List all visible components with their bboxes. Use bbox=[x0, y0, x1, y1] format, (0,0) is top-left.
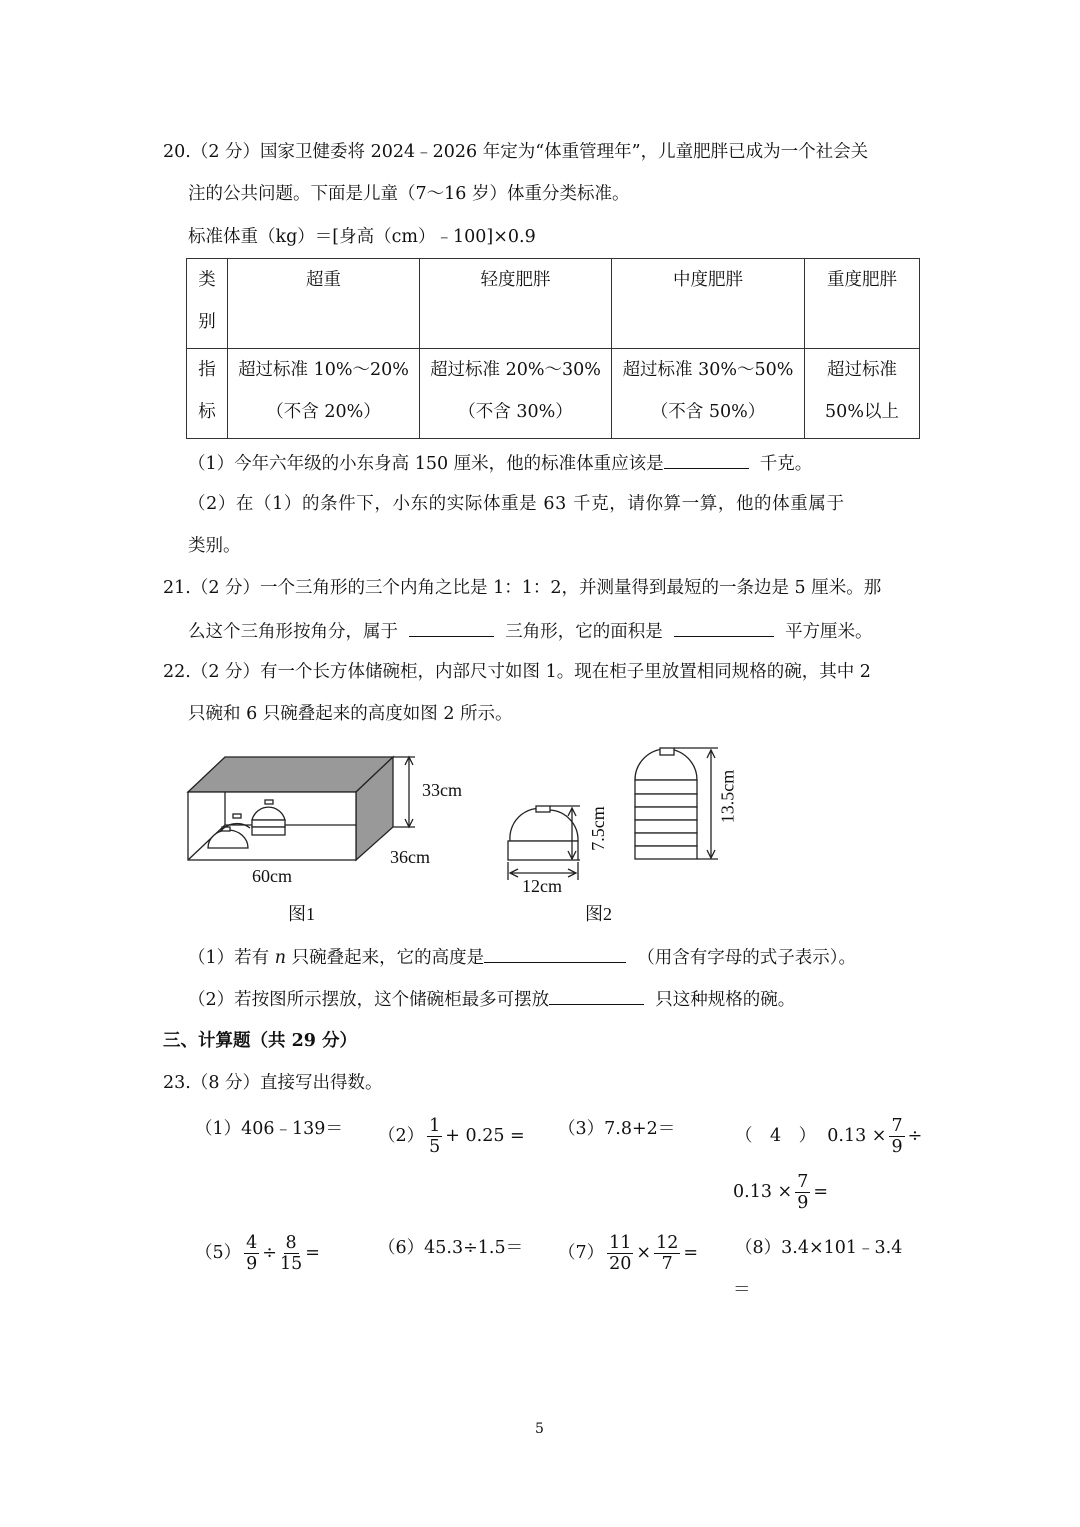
text: 0.13 × bbox=[733, 1182, 793, 1202]
text: （7） bbox=[558, 1243, 605, 1263]
q21-line2 bbox=[188, 618, 873, 644]
fig1-caption: 图1 bbox=[288, 904, 315, 924]
fraction bbox=[427, 1116, 442, 1157]
numerator: 7 bbox=[797, 1172, 809, 1192]
cabinet-figure bbox=[180, 740, 740, 930]
calc-8: （8）3.4×101﹣3.4 bbox=[735, 1238, 903, 1258]
text: 么这个三角形按角分，属于 bbox=[188, 622, 398, 642]
text: ÷ bbox=[907, 1126, 923, 1146]
fig2-caption: 图2 bbox=[585, 904, 612, 924]
answer-blank[interactable] bbox=[409, 618, 494, 637]
cell: 50%以上 bbox=[825, 402, 899, 422]
q20-line1: 20.（2 分）国家卫健委将 2024﹣2026 年定为“体重管理年”，儿童肥胖已成为一个社会关 bbox=[163, 142, 869, 162]
answer-blank[interactable] bbox=[674, 618, 774, 637]
six-bowl-height-label: 13.5cm bbox=[717, 769, 738, 824]
cell: 重度肥胖 bbox=[805, 259, 920, 349]
weight-table bbox=[186, 258, 920, 439]
q23-title: 23.（8 分）直接写出得数。 bbox=[163, 1073, 383, 1093]
numerator: 4 bbox=[246, 1233, 258, 1253]
calc-7 bbox=[558, 1233, 698, 1274]
cell: 类 bbox=[198, 270, 216, 290]
text: 0.13 × bbox=[827, 1126, 887, 1146]
text: （1）今年六年级的小东身高 150 厘米，他的标准体重应该是 bbox=[188, 454, 664, 474]
denominator: 15 bbox=[279, 1254, 303, 1274]
q20-line2: 注的公共问题。下面是儿童（7～16 岁）体重分类标准。 bbox=[188, 184, 630, 204]
cell: 别 bbox=[198, 312, 216, 332]
length-label: 60cm bbox=[252, 866, 292, 886]
q22-sub1 bbox=[188, 944, 856, 970]
two-bowl-height-label: 7.5cm bbox=[587, 806, 608, 851]
numerator: 11 bbox=[609, 1233, 632, 1253]
q20-sub1 bbox=[188, 450, 812, 476]
text: + 0.25 = bbox=[445, 1126, 525, 1146]
q22-sub2 bbox=[188, 986, 795, 1012]
calc-1: （1）406﹣139＝ bbox=[195, 1119, 343, 1139]
q20-formula: 标准体重（kg）＝[身高（cm）﹣100]×0.9 bbox=[188, 227, 536, 247]
calc-2 bbox=[378, 1116, 525, 1157]
cell: （不含 30%） bbox=[458, 402, 573, 422]
text: 只碗叠起来，它的高度是 bbox=[291, 948, 485, 968]
cell: 超过标准 20%～30% bbox=[430, 360, 601, 380]
numerator: 12 bbox=[656, 1233, 679, 1253]
cell: 超过标准 bbox=[827, 360, 897, 380]
fraction bbox=[280, 1233, 302, 1274]
text: ÷ bbox=[262, 1243, 277, 1263]
denominator: 9 bbox=[797, 1193, 809, 1213]
calc-4-cont bbox=[733, 1172, 828, 1213]
q22-line2: 只碗和 6 只碗叠起来的高度如图 2 所示。 bbox=[188, 704, 513, 724]
calc-8-cont: ＝ bbox=[733, 1280, 751, 1300]
cell: 指 bbox=[198, 360, 216, 380]
numerator: 7 bbox=[891, 1116, 903, 1136]
denominator: 9 bbox=[891, 1137, 903, 1157]
numerator: 1 bbox=[429, 1116, 441, 1136]
q22-line1: 22.（2 分）有一个长方体储碗柜，内部尺寸如图 1。现在柜子里放置相同规格的碗，其中 2 bbox=[163, 662, 871, 682]
answer-blank[interactable] bbox=[664, 450, 749, 469]
fraction bbox=[244, 1233, 259, 1274]
calc-5 bbox=[195, 1233, 320, 1274]
fraction bbox=[654, 1233, 680, 1274]
denominator: 7 bbox=[661, 1254, 673, 1274]
section-heading: 三、计算题（共 29 分） bbox=[163, 1031, 358, 1051]
q20-sub2: （2）在（1）的条件下，小东的实际体重是 63 千克，请你算一算，他的体重属于 bbox=[188, 494, 845, 514]
text: 千克。 bbox=[759, 454, 813, 474]
text: （ 4 ） bbox=[735, 1126, 817, 1146]
q20-sub2b: 类别。 bbox=[188, 536, 241, 556]
depth-label: 36cm bbox=[390, 847, 430, 867]
q21-line1: 21.（2 分）一个三角形的三个内角之比是 1：1：2，并测量得到最短的一条边是 5 厘米。那 bbox=[163, 578, 882, 598]
fraction bbox=[889, 1116, 904, 1157]
answer-blank[interactable] bbox=[549, 986, 644, 1005]
denominator: 20 bbox=[609, 1254, 632, 1274]
text: （5） bbox=[195, 1243, 242, 1263]
fraction bbox=[795, 1172, 810, 1213]
text: = bbox=[305, 1243, 320, 1263]
cell: （不含 50%） bbox=[650, 402, 766, 422]
text: = bbox=[683, 1243, 699, 1263]
text: 三角形，它的面积是 bbox=[505, 622, 663, 642]
cell: （不含 20%） bbox=[266, 402, 381, 422]
denominator: 5 bbox=[429, 1137, 441, 1157]
text: = bbox=[813, 1182, 829, 1202]
text: （2）若按图所示摆放，这个储碗柜最多可摆放 bbox=[188, 990, 550, 1010]
page-number: 5 bbox=[535, 1421, 544, 1437]
cell: 轻度肥胖 bbox=[420, 259, 612, 349]
text: （1）若有 bbox=[188, 948, 270, 968]
cell: 超过标准 30%～50% bbox=[622, 360, 794, 380]
fraction bbox=[607, 1233, 633, 1274]
calc-6: （6）45.3÷1.5＝ bbox=[378, 1238, 524, 1258]
cell: 超重 bbox=[228, 259, 420, 349]
text: （用含有字母的式子表示）。 bbox=[637, 948, 856, 968]
cell: 中度肥胖 bbox=[612, 259, 805, 349]
text: × bbox=[636, 1243, 652, 1263]
cell: 标 bbox=[198, 402, 216, 422]
denominator: 9 bbox=[246, 1254, 258, 1274]
variable-n: n bbox=[274, 948, 286, 968]
bowl-width-label: 12cm bbox=[522, 876, 562, 896]
answer-blank[interactable] bbox=[484, 944, 626, 963]
cell: 超过标准 10%～20% bbox=[238, 360, 409, 380]
calc-4 bbox=[735, 1116, 922, 1157]
text: 只这种规格的碗。 bbox=[655, 990, 796, 1010]
text: 平方厘米。 bbox=[785, 622, 873, 642]
calc-3: （3）7.8+2＝ bbox=[558, 1119, 676, 1139]
numerator: 8 bbox=[285, 1233, 297, 1253]
text: （2） bbox=[378, 1126, 425, 1146]
height-label: 33cm bbox=[422, 780, 462, 800]
